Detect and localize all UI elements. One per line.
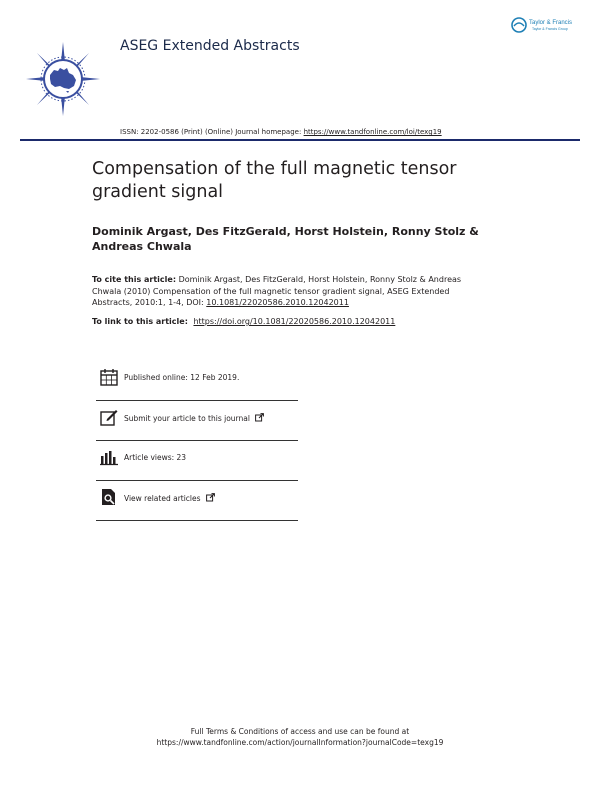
published-online-item xyxy=(96,360,298,401)
related-articles-link[interactable] xyxy=(124,493,215,503)
publisher-name: Taylor & Francis xyxy=(529,20,573,26)
taylor-francis-logo-icon xyxy=(510,16,586,38)
footer-terms-text: Full Terms & Conditions of access and use can be found at xyxy=(190,727,410,736)
issn-line xyxy=(120,128,442,136)
footer-terms-link[interactable]: https://www.tandfonline.com/action/journalInformation?journalCode=texg19 xyxy=(156,738,444,747)
submit-article-item[interactable] xyxy=(96,400,298,441)
header-divider xyxy=(20,139,580,141)
related-articles-item[interactable] xyxy=(96,480,298,521)
journal-title: ASEG Extended Abstracts xyxy=(120,38,300,54)
calendar-icon xyxy=(100,368,118,386)
edit-icon xyxy=(100,408,118,426)
footer xyxy=(0,726,600,748)
article-views-item xyxy=(96,440,298,481)
article-authors: Dominik Argast, Des FitzGerald, Horst Holstein, Ronny Stolz & Andreas Chwala xyxy=(92,225,479,253)
journal-homepage-link[interactable]: https://www.tandfonline.com/loi/texg19 xyxy=(303,128,442,136)
published-online-text: Published online: 12 Feb 2019. xyxy=(124,373,240,382)
publisher-group: Taylor & Francis Group xyxy=(532,27,568,31)
issn-text: ISSN: 2202-0586 (Print) (Online) Journal homepage: xyxy=(120,128,302,136)
citation-label: To cite this article: xyxy=(92,275,177,284)
related-articles-label: View related articles xyxy=(124,494,201,503)
article-doi-url[interactable]: https://doi.org/10.1081/22020586.2010.12042011 xyxy=(193,317,396,326)
document-search-icon xyxy=(100,488,118,506)
external-link-icon xyxy=(255,413,264,422)
submit-article-link[interactable] xyxy=(124,413,264,423)
citation-block xyxy=(92,274,462,309)
submit-article-label: Submit your article to this journal xyxy=(124,414,250,423)
article-views-text: Article views: 23 xyxy=(124,453,187,462)
bar-chart-icon xyxy=(100,448,118,466)
external-link-icon xyxy=(206,493,215,502)
citation-doi-link[interactable]: 10.1081/22020586.2010.12042011 xyxy=(206,298,349,307)
journal-logo xyxy=(26,42,100,116)
citation-text: Dominik Argast, Des FitzGerald, Horst Holstein, Ronny Stolz & Andreas Chwala (2010) Compensation of the full magnetic tensor gradient signal, ASEG Extended Abstracts, 2010:1, 1-4, DOI: xyxy=(92,275,462,307)
article-link-block xyxy=(92,317,512,326)
article-title: Compensation of the full magnetic tensor gradient signal xyxy=(92,159,457,202)
publisher-logo[interactable] xyxy=(510,16,586,38)
article-link-label: To link to this article: xyxy=(92,317,188,326)
